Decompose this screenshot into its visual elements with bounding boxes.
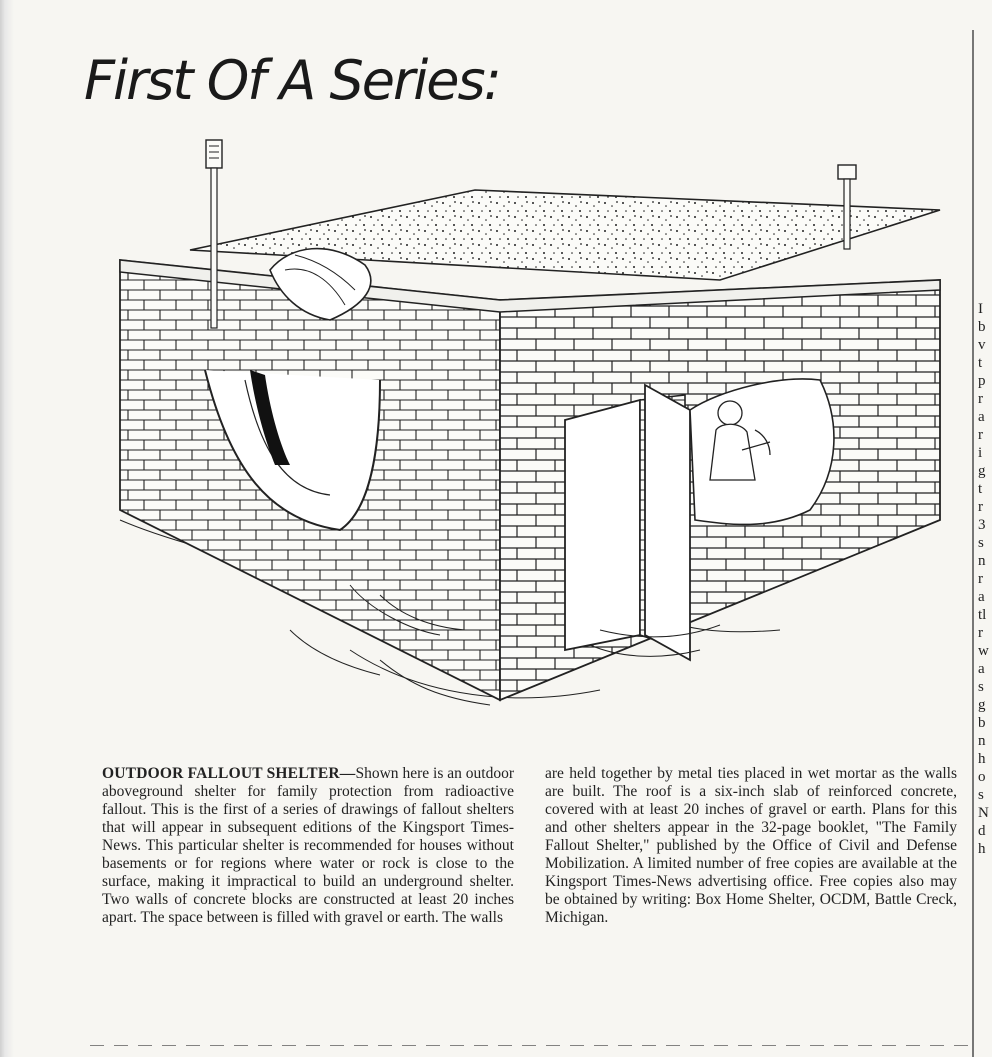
edge-fragment: i: [978, 445, 983, 461]
edge-fragment: t: [978, 481, 983, 497]
caption-left-column: [102, 765, 514, 1043]
edge-fragment: a: [978, 409, 985, 425]
edge-fragment: r: [978, 625, 983, 641]
edge-fragment: a: [978, 661, 985, 677]
column-divider-rule: [972, 30, 974, 1057]
edge-fragment: g: [978, 463, 986, 479]
edge-fragment: tl: [978, 607, 987, 623]
shelter-doorway: [565, 400, 640, 650]
page-title: First Of A Series:: [84, 49, 500, 112]
edge-fragment: h: [978, 751, 986, 767]
edge-fragment: b: [978, 715, 986, 731]
caption-right-body: are held together by metal ties placed in wet mortar as the walls are built. The roof is a six-inch slab of reinforced concrete, covered with at least 20 inches of gravel or earth. Plans for this and other shelters appear in the 32-page booklet, "The Family Fallout Shelter," published by the Office of Civil and Defense Mobilization. A limited number of free copies are available at the Kingsport Times-News advertising office. Free copies also may be obtained by writing: Box Home Shelter, OCDM, Battle Creck, Michigan.: [545, 765, 957, 926]
edge-fragment: s: [978, 535, 984, 551]
adjacent-column-edge: [978, 300, 992, 1057]
shelter-door: [645, 385, 690, 660]
fallout-shelter-illustration: [80, 130, 960, 750]
edge-fragment: r: [978, 499, 983, 515]
edge-fragment: n: [978, 733, 986, 749]
caption-lead: OUTDOOR FALLOUT SHELTER—: [102, 765, 356, 782]
edge-fragment: n: [978, 553, 986, 569]
edge-fragment: v: [978, 337, 986, 353]
caption-left-body: Shown here is an outdoor aboveground shelter for family protection from radioactive fallout. This is the first of a series of drawings of fallout shelters that will appear in subsequent editions of the Kingsport Times-News. This particular shelter is recommended for houses without basements or for regions where water or rock is close to the surface, making it impractical to build an underground shelter. Two walls of concrete blocks are constructed at least 20 inches apart. The space between is filled with gravel or earth. The walls: [102, 765, 514, 926]
edge-fragment: b: [978, 319, 986, 335]
edge-fragment: s: [978, 787, 984, 803]
edge-fragment: g: [978, 697, 986, 713]
edge-fragment: d: [978, 823, 986, 839]
page-left-edge-shadow: [0, 0, 14, 1057]
edge-fragment: p: [978, 373, 986, 389]
edge-fragment: r: [978, 391, 983, 407]
cutaway-right: [690, 379, 834, 524]
edge-fragment: N: [978, 805, 989, 821]
edge-fragment: w: [978, 643, 989, 659]
caption-right-column: [545, 765, 957, 995]
bottom-separator-rule: [90, 1045, 970, 1046]
edge-fragment: 3: [978, 517, 986, 533]
edge-fragment: s: [978, 679, 984, 695]
edge-fragment: a: [978, 589, 985, 605]
edge-fragment: r: [978, 427, 983, 443]
edge-fragment: h: [978, 841, 986, 857]
edge-fragment: I: [978, 301, 983, 317]
edge-fragment: r: [978, 571, 983, 587]
shelter-drawing-svg: [80, 130, 960, 750]
edge-fragment: o: [978, 769, 986, 785]
edge-fragment: t: [978, 355, 983, 371]
